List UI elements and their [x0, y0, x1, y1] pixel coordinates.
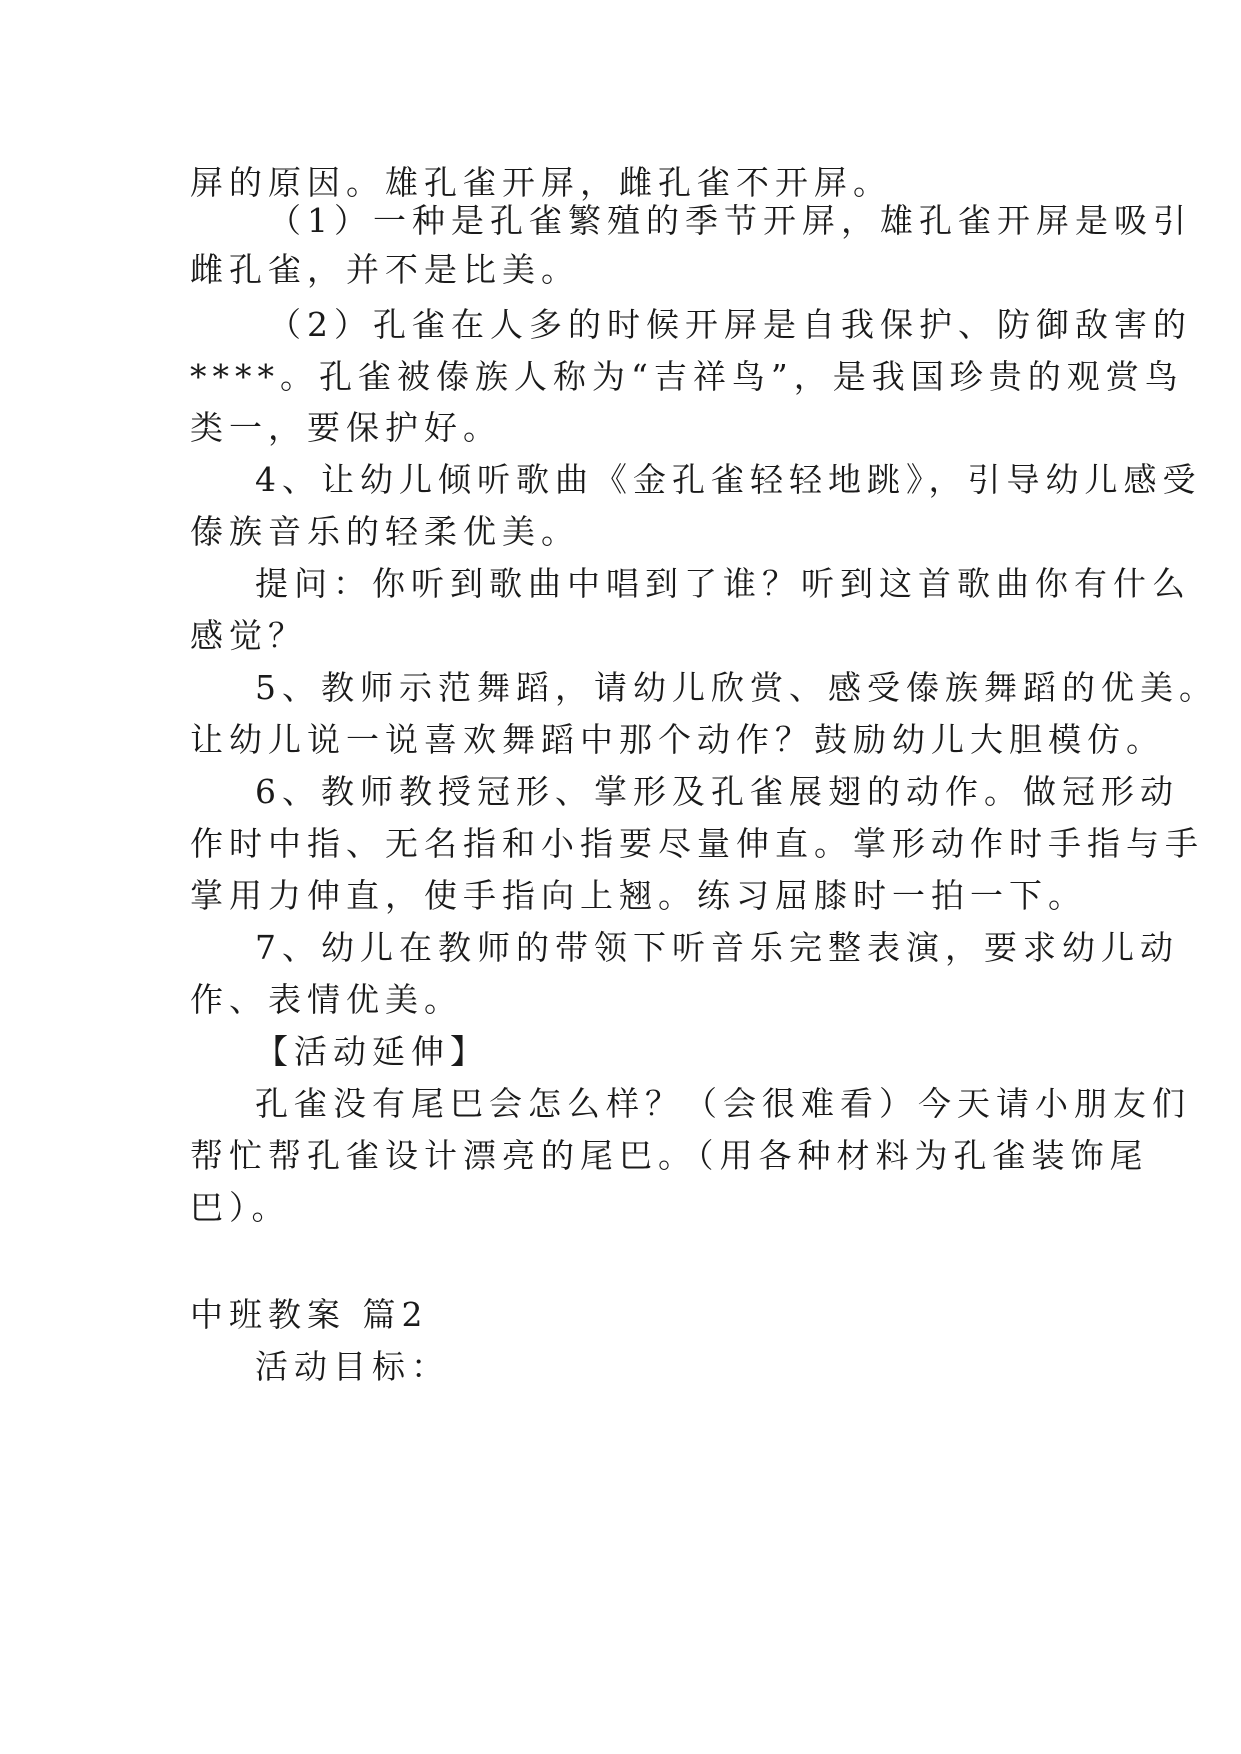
text-line: 7、幼儿在教师的带领下听音乐完整表演，要求幼儿动	[255, 928, 1179, 967]
text-line: 提问：你听到歌曲中唱到了谁？听到这首歌曲你有什么	[255, 564, 1191, 603]
text-line: （2）孔雀在人多的时候开屏是自我保护、防御敌害的	[268, 305, 1192, 344]
text-line: 4、让幼儿倾听歌曲《金孔雀轻轻地跳》，引导幼儿感受	[255, 460, 1202, 499]
section-heading: 【活动延伸】	[255, 1032, 489, 1071]
text-line: 5、教师示范舞蹈，请幼儿欣赏、感受傣族舞蹈的优美。	[255, 668, 1218, 707]
text-line: 感觉？	[190, 616, 307, 655]
text-line: 作、表情优美。	[190, 980, 463, 1019]
text-line: 类一，要保护好。	[190, 408, 502, 447]
text-line: 孔雀没有尾巴会怎么样？（会很难看）今天请小朋友们	[255, 1084, 1191, 1123]
lesson-title: 中班教案 篇2	[190, 1295, 429, 1334]
text-line: 6、教师教授冠形、掌形及孔雀展翅的动作。做冠形动	[255, 772, 1179, 811]
text-line: 活动目标：	[255, 1347, 450, 1386]
text-line: （1）一种是孔雀繁殖的季节开屏，雄孔雀开屏是吸引	[268, 201, 1192, 240]
text-line: 帮忙帮孔雀设计漂亮的尾巴。（用各种材料为孔雀装饰尾	[190, 1136, 1149, 1175]
text-line: 雌孔雀，并不是比美。	[190, 250, 580, 289]
text-line: 屏的原因。雄孔雀开屏，雌孔雀不开屏。	[190, 163, 892, 202]
text-line: ****。孔雀被傣族人称为“吉祥鸟”，是我国珍贵的观赏鸟	[190, 357, 1184, 396]
text-line: 作时中指、无名指和小指要尽量伸直。掌形动作时手指与手	[190, 824, 1204, 863]
text-line: 掌用力伸直，使手指向上翘。练习屈膝时一拍一下。	[190, 876, 1087, 915]
text-line: 让幼儿说一说喜欢舞蹈中那个动作？鼓励幼儿大胆模仿。	[190, 720, 1165, 759]
text-line: 傣族音乐的轻柔优美。	[190, 512, 580, 551]
text-line: 巴）。	[190, 1188, 291, 1227]
